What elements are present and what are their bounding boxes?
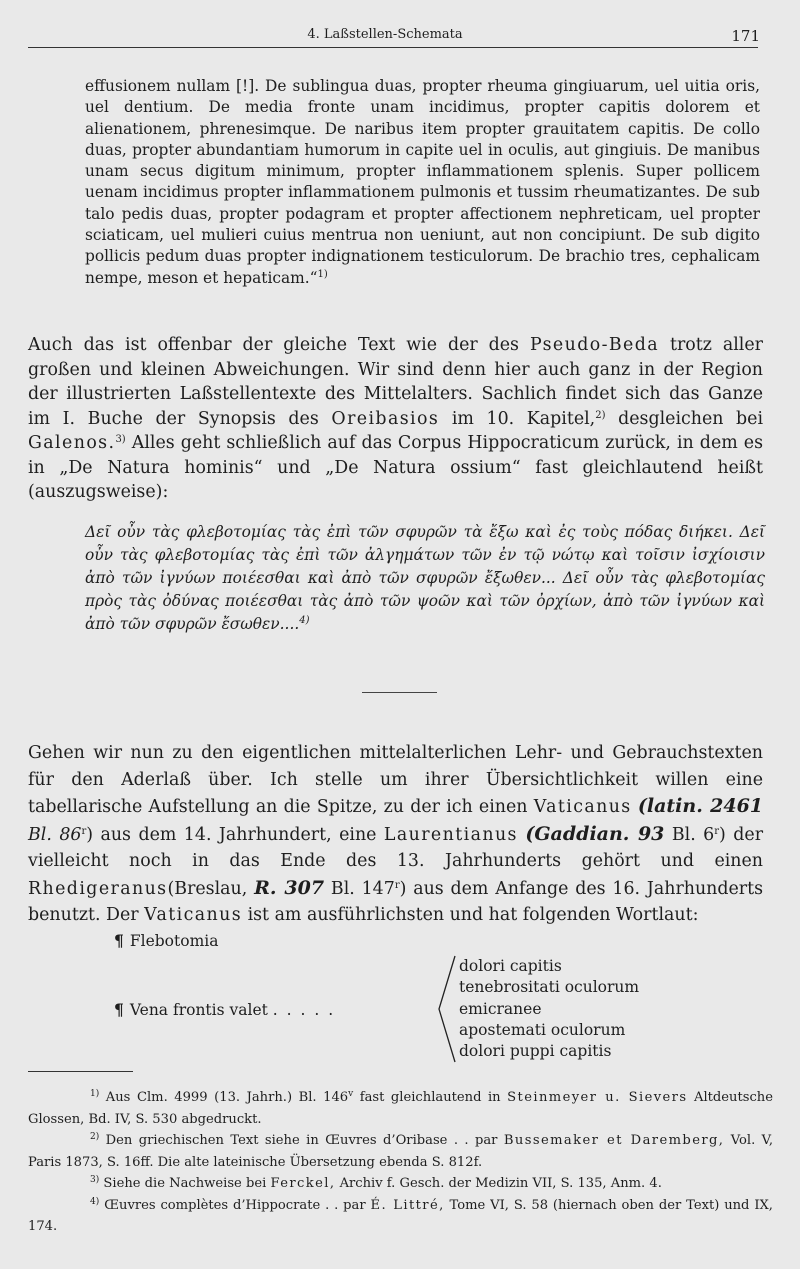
footnote-ref: 3) [115,434,126,445]
text: trotz aller großen und kleinen Abweichungen. Wir sind denn hier auch ganz in der Region der illustrierten Laßstellentexte des Mittelalters. Sachlich findet sich das Ganze im I. Buche der Synopsis des [28,335,763,429]
text: Gehen wir nun zu den eigentlichen mittelalterlichen Lehr- und Gebrauchstexten für den Aderlaß über. Ich stelle um ihrer Übersichtlichkeit willen eine tabellarische Aufstellung an die Spitze, zu der ich einen [28,743,763,817]
footnote-number: 2) [90,1132,100,1142]
running-header: 4. Laßstellen-Schemata [307,27,463,42]
footnote-ref: 4) [299,615,310,626]
text: Aus Clm. 4999 (13. Jahrh.) Bl. 146 [105,1090,349,1105]
text: im 10. Kapitel, [451,408,596,429]
vein-name: Vena frontis valet [129,1001,268,1019]
text: ) aus dem 14. Jahrhundert, eine [86,824,377,845]
folio: Bl. 147 [330,878,395,899]
text: Altdeutsche Glossen, Bd. IV, S. 530 abgedruckt. [28,1090,773,1127]
greek-text: Δεῖ οὖν τὰς φλεβοτομίας τὰς ἐπὶ τῶν σφυρῶν τὰ ἔξω καὶ ἐς τοὺς πόδας διήκει. Δεῖ οὖν τὰς φλεβοτομίας τὰς ἐπὶ τῶν ἀλγημάτων τῶν ἐν τῷ νώτῳ καὶ τοῖσιν ἰσχίοισιν ἀπὸ τῶν ἰγνύων ποιέεσθαι καὶ ἀπὸ τῶν σφυρῶν ἔξωθεν... Δεῖ οὖν τὰς φλεβοτομίας πρὸς τὰς ὀδύνας ποιέεσθαι τὰς ἀπὸ τῶν ψοῶν καὶ τῶν ὀρχίων, ἀπὸ τῶν ἰγνύων καὶ ἀπὸ τῶν σφυρῶν ἔσωθεν.... [85,523,765,633]
footnote-1 [28,1087,773,1130]
text: desgleichen bei [618,408,764,429]
greek-quotation [85,521,765,636]
brace-icon [436,954,460,1064]
list-item: dolori capitis [459,957,562,975]
text: Siehe die Nachweise bei [103,1176,267,1191]
text: ) der vielleicht noch in das Ende des 13. Jahrhunderts gehört und einen [28,824,764,871]
shelfmark: R. 307 [254,876,325,899]
leader-dots: . . . . . [272,1001,336,1019]
author-name: Steinmeyer u. Sievers [507,1090,688,1105]
heading-text: Flebotomia [129,932,219,950]
paragraph-2 [28,740,763,929]
list-item: emicranee [459,999,542,1018]
pilcrow-icon: ¶ [114,931,124,950]
verso-mark: v [348,1089,354,1099]
footnote-number: 3) [90,1175,100,1185]
text: Vol. V, Paris 1873, S. 16ff. Die alte lateinische Übersetzung ebenda S. 812f. [28,1133,774,1170]
recto-mark: r [81,825,87,837]
text: (Breslau, [167,878,248,899]
text: fast gleichlautend in [359,1090,501,1105]
text: Archiv f. Gesch. der Medizin VII, S. 135, Anm. 4. [339,1176,662,1191]
footnote-ref: 1) [317,268,328,280]
text: Auch das ist offenbar der gleiche Text wie der des [28,335,519,355]
conditions-list [459,956,639,1062]
footnotes [28,1087,773,1238]
text: ist am ausführlichsten und hat folgenden Wortlaut: [247,905,699,925]
footnote-rule [28,1071,133,1072]
text: Den griechischen Text siehe in Œuvres d’Oribase . . par [105,1133,498,1148]
author-name: Bussemaker et Daremberg, [503,1133,725,1148]
folio: Bl. 86 [28,824,82,845]
author-name: Pseudo-Beda [529,335,660,355]
section-divider [362,692,437,693]
footnote-number: 1) [90,1089,100,1099]
footnote-3 [28,1173,773,1195]
folio: Bl. 6 [671,824,715,845]
author-name: Ferckel, [270,1176,336,1191]
footnote-number: 4) [90,1196,100,1207]
text: Tome VI, S. 58 (hiernach oben der Text) und IX, 174. [28,1197,773,1234]
table-heading [114,931,218,950]
manuscript-name: Rhedigeranus [28,878,168,899]
recto-mark: r [714,825,720,837]
text: ) aus dem Anfange des 16. Jahrhunderts benutzt. Der [28,878,764,925]
list-item: apostemati oculorum [459,1020,626,1039]
header-rule [28,47,758,48]
author-name: Oreibasios [331,408,440,429]
footnote-2 [28,1130,773,1173]
page-number: 171 [731,27,760,45]
manuscript-name: Vaticanus [533,797,632,817]
shelfmark: (Gaddian. 93 [525,822,665,845]
footnote-ref: 2) [595,409,606,421]
list-item: dolori puppi capitis [459,1042,612,1061]
pilcrow-icon: ¶ [114,1000,124,1019]
paragraph-1 [28,333,763,505]
latin-text: effusionem nullam [!]. De sublingua duas, propter rheuma gingiuarum, uel uitia oris, uel dentium. De media fronte unam incidimus, propter capitis dolorem et alienationem, phrenesimque. De naribus item propter grauitatem capitis. De collo duas, propter abundantiam humorum in capite uel in oculis, aut gingiuis. De manibus unam secus digitum minimum, propter inflammationem splenis. Super pollicem uenam incidimus propter inflammationem pulmonis et tussim rheumatizantes. De sub talo pedis duas, propter podagram et propter affectionem nephreticam, uel propter sciaticam, uel mulieri cuius mentrua non ueniunt, aut non concipiunt. De sub digito pollicis pedum duas propter indignationem testiculorum. De brachio tres, cephalicam nempe, meson et hepaticam.“ [85,77,760,287]
table-row-vena [114,1000,335,1019]
latin-quotation [85,76,760,289]
recto-mark: r [394,879,400,891]
text: Alles geht schließlich auf das Corpus Hippocraticum zurück, in dem es in „De Natura hominis“ und „De Natura ossium“ fast gleichlautend heißt (auszugsweise): [28,433,763,502]
footnote-4 [28,1195,773,1238]
shelfmark: (latin. 2461 [637,795,764,817]
author-name: É. Littré, [370,1197,445,1213]
text: Œuvres complètes d’Hippocrate . . par [104,1197,366,1213]
manuscript-name: Vaticanus [144,905,243,925]
manuscript-name: Laurentianus [383,824,518,845]
list-item: tenebrositati oculorum [459,978,640,997]
author-name: Galenos. [28,433,116,453]
